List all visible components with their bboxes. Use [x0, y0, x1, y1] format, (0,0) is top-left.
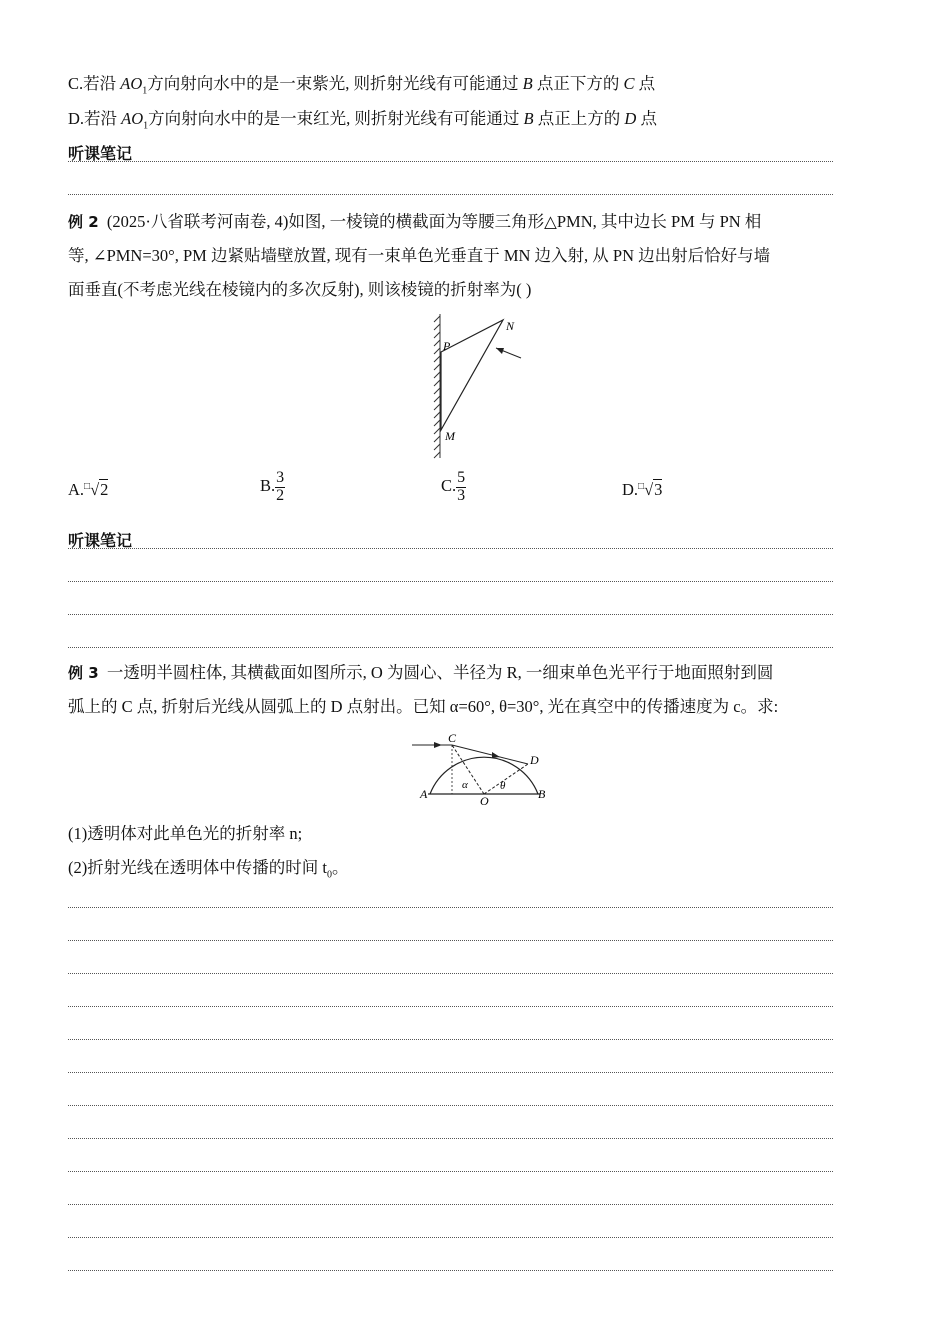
question-2: (2)折射光线在透明体中传播的时间 $t_0$。 — [68, 858, 349, 881]
label-N: N — [506, 319, 515, 333]
example-3-label: 例 3 — [68, 664, 99, 682]
note-line — [68, 194, 833, 195]
answer-line — [68, 1072, 833, 1073]
semicylinder-figure — [408, 732, 548, 806]
answer-line — [68, 940, 833, 941]
answer-line — [68, 1039, 833, 1040]
note-line — [68, 647, 833, 648]
answer-line — [68, 1006, 833, 1007]
ray-arrow — [496, 348, 504, 354]
note-line — [68, 161, 833, 162]
option-d: D.□√3 — [622, 480, 663, 499]
radius-OD — [484, 764, 528, 794]
label-D: D — [530, 753, 539, 767]
example-2-text: 例 2 (2025·八省联考河南卷, 4)如图, 一棱镜的横截面为等腰三角形△PMN, 其中边长 PM 与 PN 相 等, ∠PMN=30°, PM 边紧贴墙壁放置, 现有一束单色光垂直于 MN 边入射, 从 PN 边出射后恰好与墙 面垂直(不考虑光线在棱镜内的多次反射), 则该棱镜的折射率为( ) — [68, 212, 771, 299]
answer-line — [68, 1270, 833, 1271]
label-B: B — [538, 787, 546, 801]
label-O: O — [480, 794, 489, 806]
example-3-text: 例 3 一透明半圆柱体, 其横截面如图所示, O 为圆心、半径为 R, 一细束单色光平行于地面照射到圆 弧上的 C 点, 折射后光线从圆弧上的 D 点射出。已知 α=60°, θ=30°, 光在真空中的传播速度为 c。求: — [68, 663, 779, 716]
option-c-text: C.若沿 $AO_1$方向射向水中的是一束紫光, 则折射光线有可能通过 B 点正下方的 C 点 — [68, 74, 656, 97]
note-title-2: 听课笔记 — [68, 531, 133, 550]
note-line — [68, 548, 833, 549]
radius-OC — [452, 745, 484, 794]
answer-line — [68, 907, 833, 908]
question-1: (1)透明体对此单色光的折射率 n; — [68, 824, 303, 843]
label-M: M — [445, 429, 455, 443]
prism-figure — [428, 312, 533, 460]
option-d-text: D.若沿 $AO_1$方向射向水中的是一束红光, 则折射光线有可能通过 B 点正上方的 D 点 — [68, 109, 657, 132]
answer-line — [68, 973, 833, 974]
answer-line — [68, 1138, 833, 1139]
example-2-label: 例 2 — [68, 213, 99, 231]
label-P: P — [443, 339, 451, 353]
option-a: A.□√2 — [68, 480, 109, 499]
prism-triangle — [441, 320, 503, 430]
note-title-1: 听课笔记 — [68, 144, 133, 163]
answer-line — [68, 1204, 833, 1205]
option-b: B. $\frac{3}{2}$ — [260, 469, 285, 504]
answer-line — [68, 1237, 833, 1238]
label-alpha: α — [462, 779, 468, 791]
label-A: A — [420, 787, 428, 801]
wall-hatch — [434, 314, 440, 458]
label-C: C — [448, 732, 457, 745]
answer-line — [68, 1105, 833, 1106]
note-line — [68, 614, 833, 615]
option-c: C. $\frac{5}{3}$ — [441, 469, 466, 504]
incident-arrow — [434, 742, 442, 748]
answer-line — [68, 1171, 833, 1172]
label-theta: θ — [500, 780, 506, 792]
note-line — [68, 581, 833, 582]
refracted-arrow — [492, 752, 500, 758]
